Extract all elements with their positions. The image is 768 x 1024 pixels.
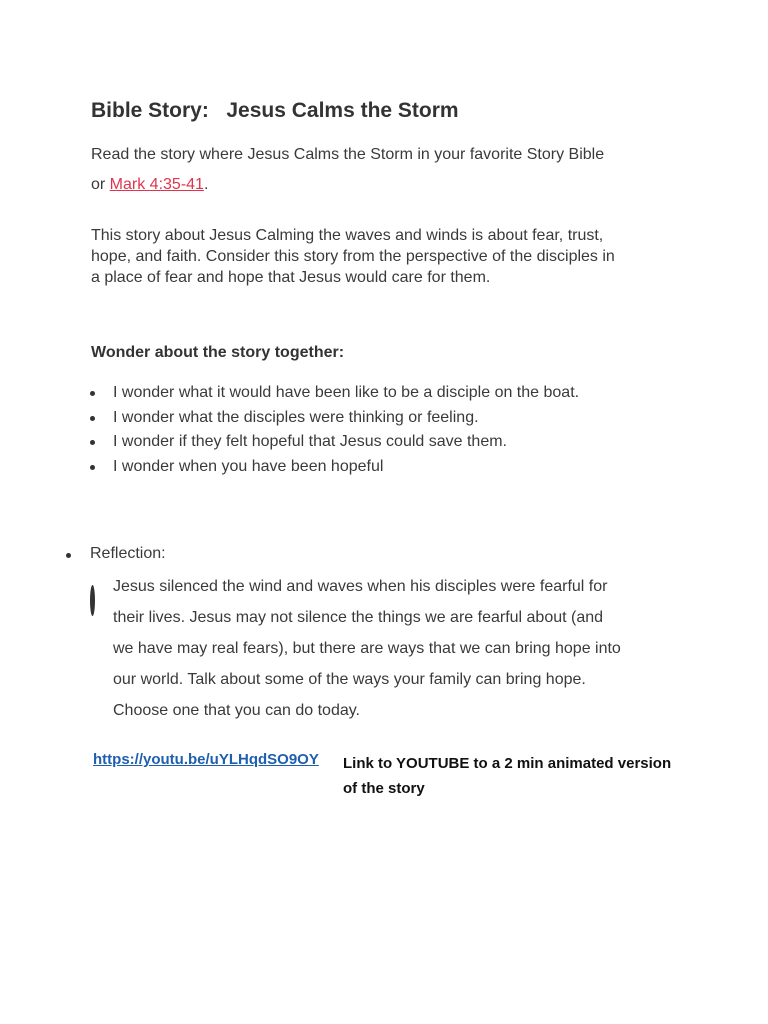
- wonder-list: [90, 383, 579, 481]
- youtube-description: [343, 751, 703, 801]
- list-item: [90, 408, 579, 433]
- list-item: [90, 457, 579, 482]
- paragraph-line: This story about Jesus Calming the waves and winds is about fear, trust,: [91, 227, 604, 244]
- intro-line-1: Read the story where Jesus Calms the Storm in your favorite Story Bible: [91, 146, 605, 163]
- paragraph-line: a place of fear and hope that Jesus would care for them.: [91, 269, 491, 286]
- reflection-line: Jesus silenced the wind and waves when his disciples were fearful for: [113, 578, 608, 595]
- reflection-label: Reflection:: [90, 545, 166, 562]
- list-item: [90, 432, 579, 457]
- bullet-icon: [90, 465, 95, 470]
- bullet-icon: [90, 416, 95, 421]
- youtube-description-line: of the story: [343, 780, 425, 797]
- youtube-description-line: Link to YOUTUBE to a 2 min animated version: [343, 755, 672, 772]
- youtube-link[interactable]: https://youtu.be/uYLHqdSO9OY: [93, 751, 319, 768]
- wonder-heading: Wonder about the story together:: [91, 344, 345, 361]
- bullet-icon: [66, 553, 71, 558]
- story-paragraph: [91, 225, 691, 288]
- list-item: [90, 383, 579, 408]
- bullet-icon: [90, 440, 95, 445]
- intro-prefix: or: [91, 176, 110, 193]
- list-item-text: I wonder what the disciples were thinking or feeling.: [113, 408, 479, 426]
- intro-line-2: [91, 176, 208, 194]
- reflection-line: Choose one that you can do today.: [113, 702, 360, 719]
- reflection-body: [90, 576, 621, 731]
- list-item-text: I wonder if they felt hopeful that Jesus could save them.: [113, 433, 507, 450]
- paragraph-line: hope, and faith. Consider this story from the perspective of the disciples in: [91, 248, 615, 265]
- reflection-item: [66, 545, 166, 563]
- reflection-line: our world. Talk about some of the ways your family can bring hope.: [113, 671, 586, 688]
- reflection-line: we have may real fears), but there are ways that we can bring hope into: [113, 640, 621, 657]
- bullet-icon: [90, 391, 95, 396]
- reflection-line: their lives. Jesus may not silence the things we are fearful about (and: [113, 609, 604, 626]
- list-item-text: I wonder when you have been hopeful: [113, 457, 384, 475]
- intro-suffix: .: [203, 176, 209, 193]
- scripture-link[interactable]: Mark 4:35-41: [109, 176, 204, 193]
- list-item-text: I wonder what it would have been like to be a disciple on the boat.: [113, 384, 580, 401]
- page-title: Bible Story: Jesus Calms the Storm: [91, 99, 459, 122]
- bullet-icon: [90, 585, 95, 616]
